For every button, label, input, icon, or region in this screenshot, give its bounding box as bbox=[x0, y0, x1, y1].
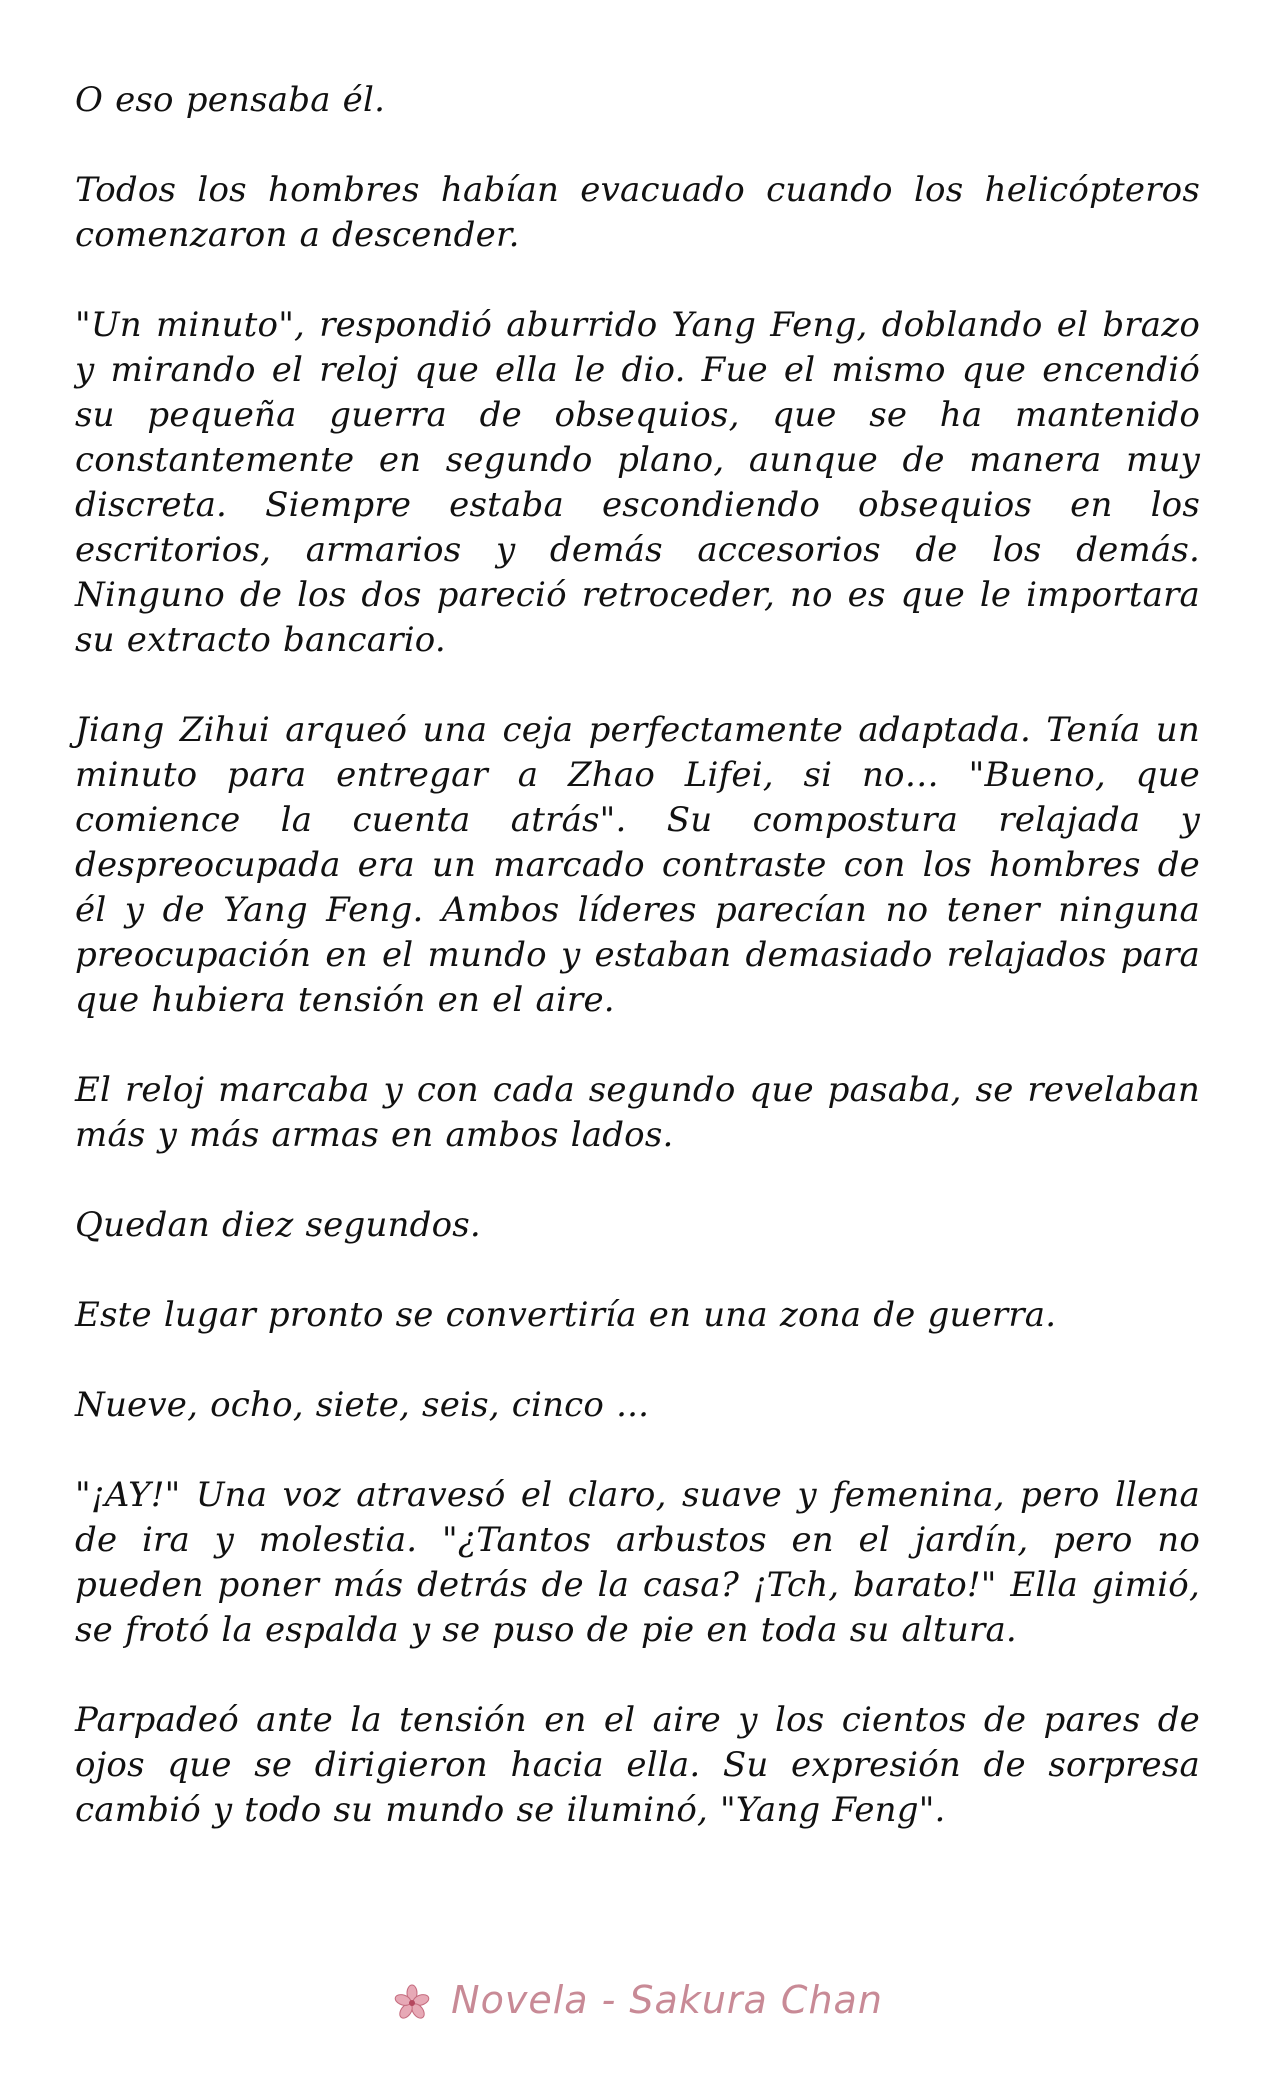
paragraph: Todos los hombres habían evacuado cuando los helicópteros comenzaron a descender. bbox=[75, 170, 1200, 255]
paragraph: "Un minuto", respondió aburrido Yang Feng, doblando el brazo y mirando el reloj que ella le dio. Fue el mismo que encendió su pequeña guerra de obsequios, que se ha mantenido constantemente en segundo plano, aunque de manera muy discreta. Siempre estaba escondiendo obsequios en los escritorios, armarios y demás accesorios de los demás. Ninguno de los dos pareció retroceder, no es que le importara su extracto bancario. bbox=[75, 305, 1200, 660]
watermark-text: Novela - Sakura Chan bbox=[451, 1978, 883, 2022]
paragraph: "¡AY!" Una voz atravesó el claro, suave y femenina, pero llena de ira y molestia. "¿Tantos arbustos en el jardín, pero no pueden poner más detrás de la casa? ¡Tch, barato!" Ella gimió, se frotó la espalda y se puso de pie en toda su altura. bbox=[75, 1475, 1200, 1650]
sakura-flower-icon bbox=[392, 1983, 432, 2023]
paragraph: Jiang Zihui arqueó una ceja perfectamente adaptada. Tenía un minuto para entregar a Zhao Lifei, si no… "Bueno, que comience la cuenta atrás". Su compostura relajada y despreocupada era un marcado contraste con los hombres de él y de Yang Feng. Ambos líderes parecían no tener ninguna preocupación en el mundo y estaban demasiado relajados para que hubiera tensión en el aire. bbox=[75, 710, 1200, 1020]
paragraph: O eso pensaba él. bbox=[75, 80, 386, 120]
paragraph: Este lugar pronto se convertiría en una zona de guerra. bbox=[75, 1295, 1057, 1335]
paragraph: El reloj marcaba y con cada segundo que pasaba, se revelaban más y más armas en ambos lados. bbox=[75, 1070, 1200, 1155]
paragraph: Parpadeó ante la tensión en el aire y los cientos de pares de ojos que se dirigieron hacia ella. Su expresión de sorpresa cambió y todo su mundo se iluminó, "Yang Feng". bbox=[75, 1700, 1200, 1830]
watermark-footer bbox=[0, 1978, 1275, 2023]
paragraph: Nueve, ocho, siete, seis, cinco ... bbox=[75, 1385, 650, 1425]
document-body bbox=[75, 78, 1200, 1878]
paragraph: Quedan diez segundos. bbox=[75, 1205, 481, 1245]
